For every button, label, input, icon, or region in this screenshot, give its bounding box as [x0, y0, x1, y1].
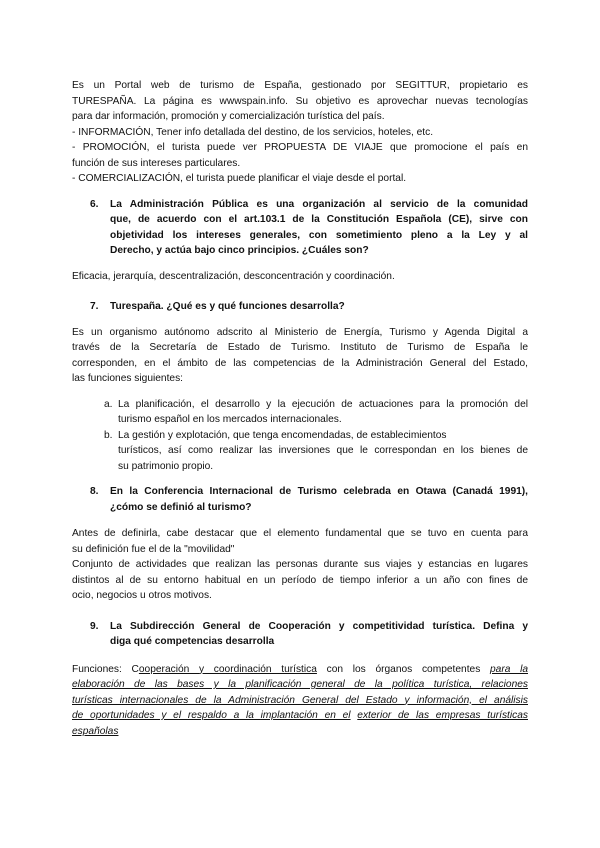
- list-item: [72, 397, 528, 428]
- list-line: La planificación, el desarrollo y la ejecución de actuaciones para la promoción del: [118, 398, 528, 410]
- question-heading: [90, 197, 528, 259]
- question-heading: [90, 619, 528, 650]
- question-line: La Subdirección General de Cooperación y competitividad turística. Defina y: [110, 620, 528, 632]
- answer-line: corresponden, en el ámbito de las competencias de la Administración General del Estado,: [72, 357, 528, 369]
- promo-line: función de sus intereses particulares.: [72, 157, 241, 169]
- list-letter: b.: [104, 429, 113, 441]
- answer-line: distintos al de su entorno habitual en un período de tiempo inferior a un año con fines de: [72, 574, 528, 586]
- functions-line: [72, 708, 528, 724]
- underlined-italic-text: españolas: [72, 725, 119, 737]
- functions-line: [72, 662, 528, 678]
- question-number: 8.: [90, 486, 99, 497]
- functions-label: Funciones: C: [72, 663, 139, 675]
- list-line: turismo español en los mercados internacionales.: [118, 414, 342, 425]
- list-line: turísticos, así como realizar las inversiones que le correspondan en los bienes de: [118, 445, 528, 456]
- question-line: En la Conferencia Internacional de Turismo celebrada en Otawa (Canadá 1991),: [110, 486, 528, 497]
- functions-text: con los órganos competentes: [316, 663, 490, 675]
- underlined-text: ooperación y coordinación turística: [138, 663, 317, 675]
- info-line: - INFORMACIÓN, Tener info detallada del destino, de los servicios, hoteles, etc.: [72, 126, 434, 138]
- underlined-italic-text: turísticas internacionales de la Administración General del Estado y información, el análisis: [72, 694, 528, 706]
- list-line: su patrimonio propio.: [118, 460, 214, 472]
- list-line: La gestión y explotación, que tenga encomendadas, de establecimientos: [118, 429, 447, 441]
- answer-line: Es un organismo autónomo adscrito al Ministerio de Energía, Turismo y Agenda Digital a: [72, 326, 528, 338]
- question-number: 7.: [90, 301, 99, 312]
- commerce-line: - COMERCIALIZACIÓN, el turista puede planificar el viaje desde el portal.: [72, 173, 407, 184]
- question-line: Turespaña. ¿Qué es y qué funciones desarrolla?: [110, 301, 345, 312]
- functions-line: [72, 693, 528, 709]
- question-number: 6.: [90, 198, 99, 210]
- answer-9: [72, 662, 528, 740]
- list-item: [72, 428, 528, 475]
- function-list: [72, 397, 528, 475]
- question-line: objetividad los intereses generales, con sometimiento pleno a la Ley y al: [110, 229, 528, 241]
- question-line: ¿cómo se definió al turismo?: [110, 501, 252, 513]
- question-line: Derecho, y actúa bajo cinco principios. ¿Cuáles son?: [110, 245, 369, 256]
- question-7: [72, 299, 528, 315]
- functions-line: [72, 724, 528, 740]
- answer-line: ocio, negocios u otros motivos.: [72, 590, 212, 601]
- question-heading: [90, 484, 528, 515]
- question-line: que, de acuerdo con el art.103.1 de la Constitución Española (CE), sirve con: [110, 214, 528, 225]
- answer-line: Conjunto de actividades que realizan las personas durante sus viajes y estancias en lugares: [72, 559, 528, 570]
- answer-7: [72, 325, 528, 387]
- underlined-italic-text: exterior de las empresas turísticas: [357, 710, 528, 721]
- intro-line: Es un Portal web de turismo de España, gestionado por SEGITTUR, propietario es: [72, 80, 528, 91]
- intro-line: TURESPAÑA. La página es wwwspain.info. Su objetivo es aprovechar nuevas tecnologías: [72, 95, 528, 107]
- question-number: 9.: [90, 620, 99, 632]
- promo-line: - PROMOCIÓN, el turista puede ver PROPUESTA DE VIAJE que promocione el país en: [72, 142, 528, 153]
- question-heading: [90, 299, 528, 315]
- answer-line: través de la Secretaría de Estado de Turismo. Instituto de Turismo de España le: [72, 342, 528, 353]
- question-6: [72, 197, 528, 259]
- underlined-italic-text: elaboración de las bases y la planificación general de la política turística, relaciones: [72, 679, 528, 690]
- question-8: [72, 484, 528, 515]
- intro-block: [72, 78, 528, 187]
- question-9: [72, 619, 528, 650]
- answer-8: [72, 526, 528, 604]
- answer-6: Eficacia, jerarquía, descentralización, desconcentración y coordinación.: [72, 270, 395, 282]
- answer-line: su definición fue el de la "movilidad": [72, 543, 235, 555]
- question-line: diga qué competencias desarrolla: [110, 636, 275, 647]
- answer-line: las funciones siguientes:: [72, 373, 183, 384]
- list-letter: a.: [104, 398, 113, 410]
- underlined-italic-text: de oportunidades y el respaldo a la implantación en el: [72, 710, 351, 721]
- intro-line: para dar información, promoción y comercialización turística del país.: [72, 111, 385, 122]
- functions-line: [72, 677, 528, 693]
- question-line: La Administración Pública es una organización al servicio de la comunidad: [110, 198, 528, 210]
- document-page: [72, 78, 528, 739]
- underlined-italic-text: para la: [489, 663, 528, 675]
- answer-line: Antes de definirla, cabe destacar que el elemento fundamental que se tuvo en cuenta para: [72, 528, 528, 539]
